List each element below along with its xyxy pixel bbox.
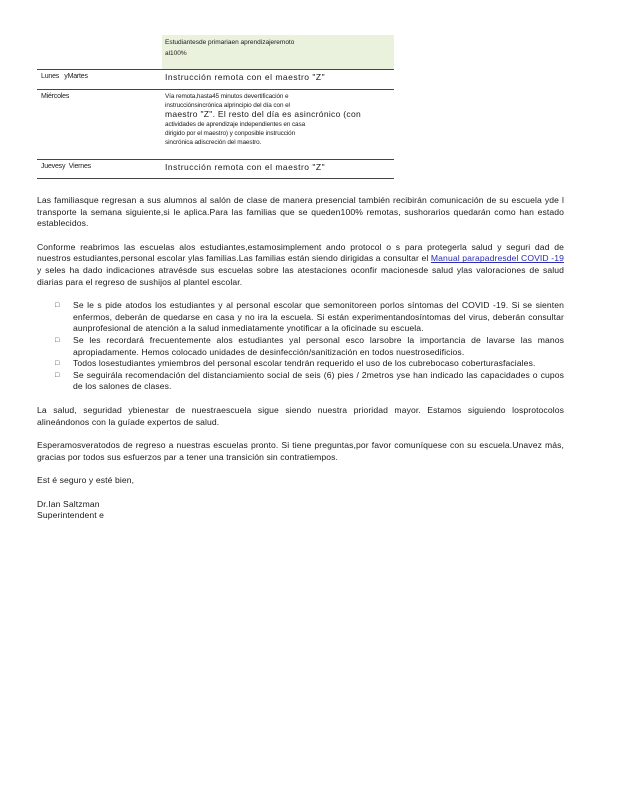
paragraph-farewell: Est é seguro y esté bien, xyxy=(37,475,135,486)
paragraph-protocols xyxy=(37,242,564,288)
paragraph-reopening: Las familiasque regresan a sus alumnos al salón de clase de manera presencial también recibirán comunicación de su escuela yde l transporte la semana siguiente,si le aplica.Para las familias que se queden100% remotas, sushorarios quedarán como han estado establecidos. xyxy=(37,195,564,229)
protocol-list xyxy=(37,300,564,393)
schedule-header-empty-cell xyxy=(37,35,162,70)
letter-body xyxy=(37,195,564,522)
schedule-row-thursday xyxy=(37,160,394,179)
schedule-day-cell: Lunes yMartes xyxy=(37,70,162,90)
covid-manual-link[interactable]: Manual parapadresdel COVID -19 xyxy=(430,253,564,264)
checkbox-bullet-icon: □ xyxy=(55,302,60,310)
schedule-header-cell xyxy=(162,35,394,70)
schedule-desc-line: Vía remota,hasta45 minutos devertificación e xyxy=(165,93,289,100)
list-item xyxy=(37,370,564,393)
schedule-desc-line: maestro "Z". El resto del día es asincrónico (con xyxy=(165,109,362,120)
checkbox-bullet-icon: □ xyxy=(55,360,60,368)
list-item-text: Se seguirála recomendación del distanciamiento social de seis (6) pies / 2metros yse han indicado las capacidades o cupos de los salones de clases. xyxy=(73,369,564,392)
list-item xyxy=(37,300,564,335)
checkbox-bullet-icon: □ xyxy=(55,336,60,344)
list-item xyxy=(37,358,564,370)
list-item-text: Se le s pide atodos los estudiantes y al personal escolar que semonitoreen porlos síntomas del COVID -19. Si se sienten enfermos, deberán de quedarse en casa y no ira la escuela. Si están experimentandosíntomas del virus, deberán consultar aunprofesional de atención a la salud inmediatamente ynotificar a la oficinade su escuela. xyxy=(73,300,564,334)
list-item-text: Todos losestudiantes ymiembros del personal escolar tendrán requerido el uso de los cubrebocaso coberturasfaciales. xyxy=(73,358,536,369)
schedule-desc-cell: Instrucción remota con el maestro "Z" xyxy=(162,160,394,179)
schedule-desc-line: instrucciónsincrónica alprincipio del día con el xyxy=(165,102,290,110)
schedule-desc-cell xyxy=(162,90,394,160)
paragraph-text: Conforme reabrimos las escuelas alos estudiantes,estamosimplement ando protocol o s para protegerla salud y seguri dad de nuestros estudiantes,personal escolar ylas familias.Las familias están siendo dirigidas a consultar el xyxy=(37,241,564,264)
schedule-header-line-2: al100% xyxy=(165,50,187,57)
schedule-desc-line: sincrónica adiscreción del maestro. xyxy=(165,139,262,147)
list-item xyxy=(37,335,564,358)
paragraph-health: La salud, seguridad ybienestar de nuestraescuela sigue siendo nuestra prioridad mayor. Estamos siguiendo losprotocolos alineándonos con la guíade expertos de salud. xyxy=(37,404,564,427)
schedule-day-cell: Juevesy Viernes xyxy=(37,160,162,179)
signature-title: Superintendent e xyxy=(37,510,105,521)
signature-name: Dr.Ian Saltzman xyxy=(37,498,100,509)
schedule-table xyxy=(37,35,394,179)
schedule-header-row xyxy=(37,35,394,70)
paragraph-text: y seles ha dado indicaciones atravésde sus escuelas sobre las atestaciones oconfir macionesde salud ylas valoraciones de salud diarias para el regreso de sushijos al plantel escolar. xyxy=(37,264,564,287)
paragraph-closing: Esperamosveratodos de regreso a nuestras escuelas pronto. Si tiene preguntas,por favor comuníquese con su escuela.Unavez más, gracias por todos sus esfuerzos par a tener una transición sin contratiempos. xyxy=(37,440,564,462)
schedule-day-cell: Miércoles xyxy=(37,90,162,160)
signature-block xyxy=(37,499,564,522)
schedule-desc-line: dirigido por el maestro) y conposible instrucción xyxy=(165,129,296,137)
schedule-header-line-1: Estudiantesde primariaen aprendizajeremoto xyxy=(165,39,295,46)
schedule-desc-cell: Instrucción remota con el maestro "Z" xyxy=(162,70,394,90)
checkbox-bullet-icon: □ xyxy=(55,371,60,379)
list-item-text: Se les recordará frecuentemente alos estudiantes yal personal esco larsobre la importancia de lavarse las manos apropiadamente. Hemos colocado unidades de desinfección/sanitización en todos nuestrosedificios. xyxy=(73,334,564,357)
schedule-desc-line: actividades de aprendizaje independientes en casa xyxy=(165,120,306,128)
schedule-row-wednesday xyxy=(37,90,394,160)
schedule-row-monday xyxy=(37,70,394,90)
